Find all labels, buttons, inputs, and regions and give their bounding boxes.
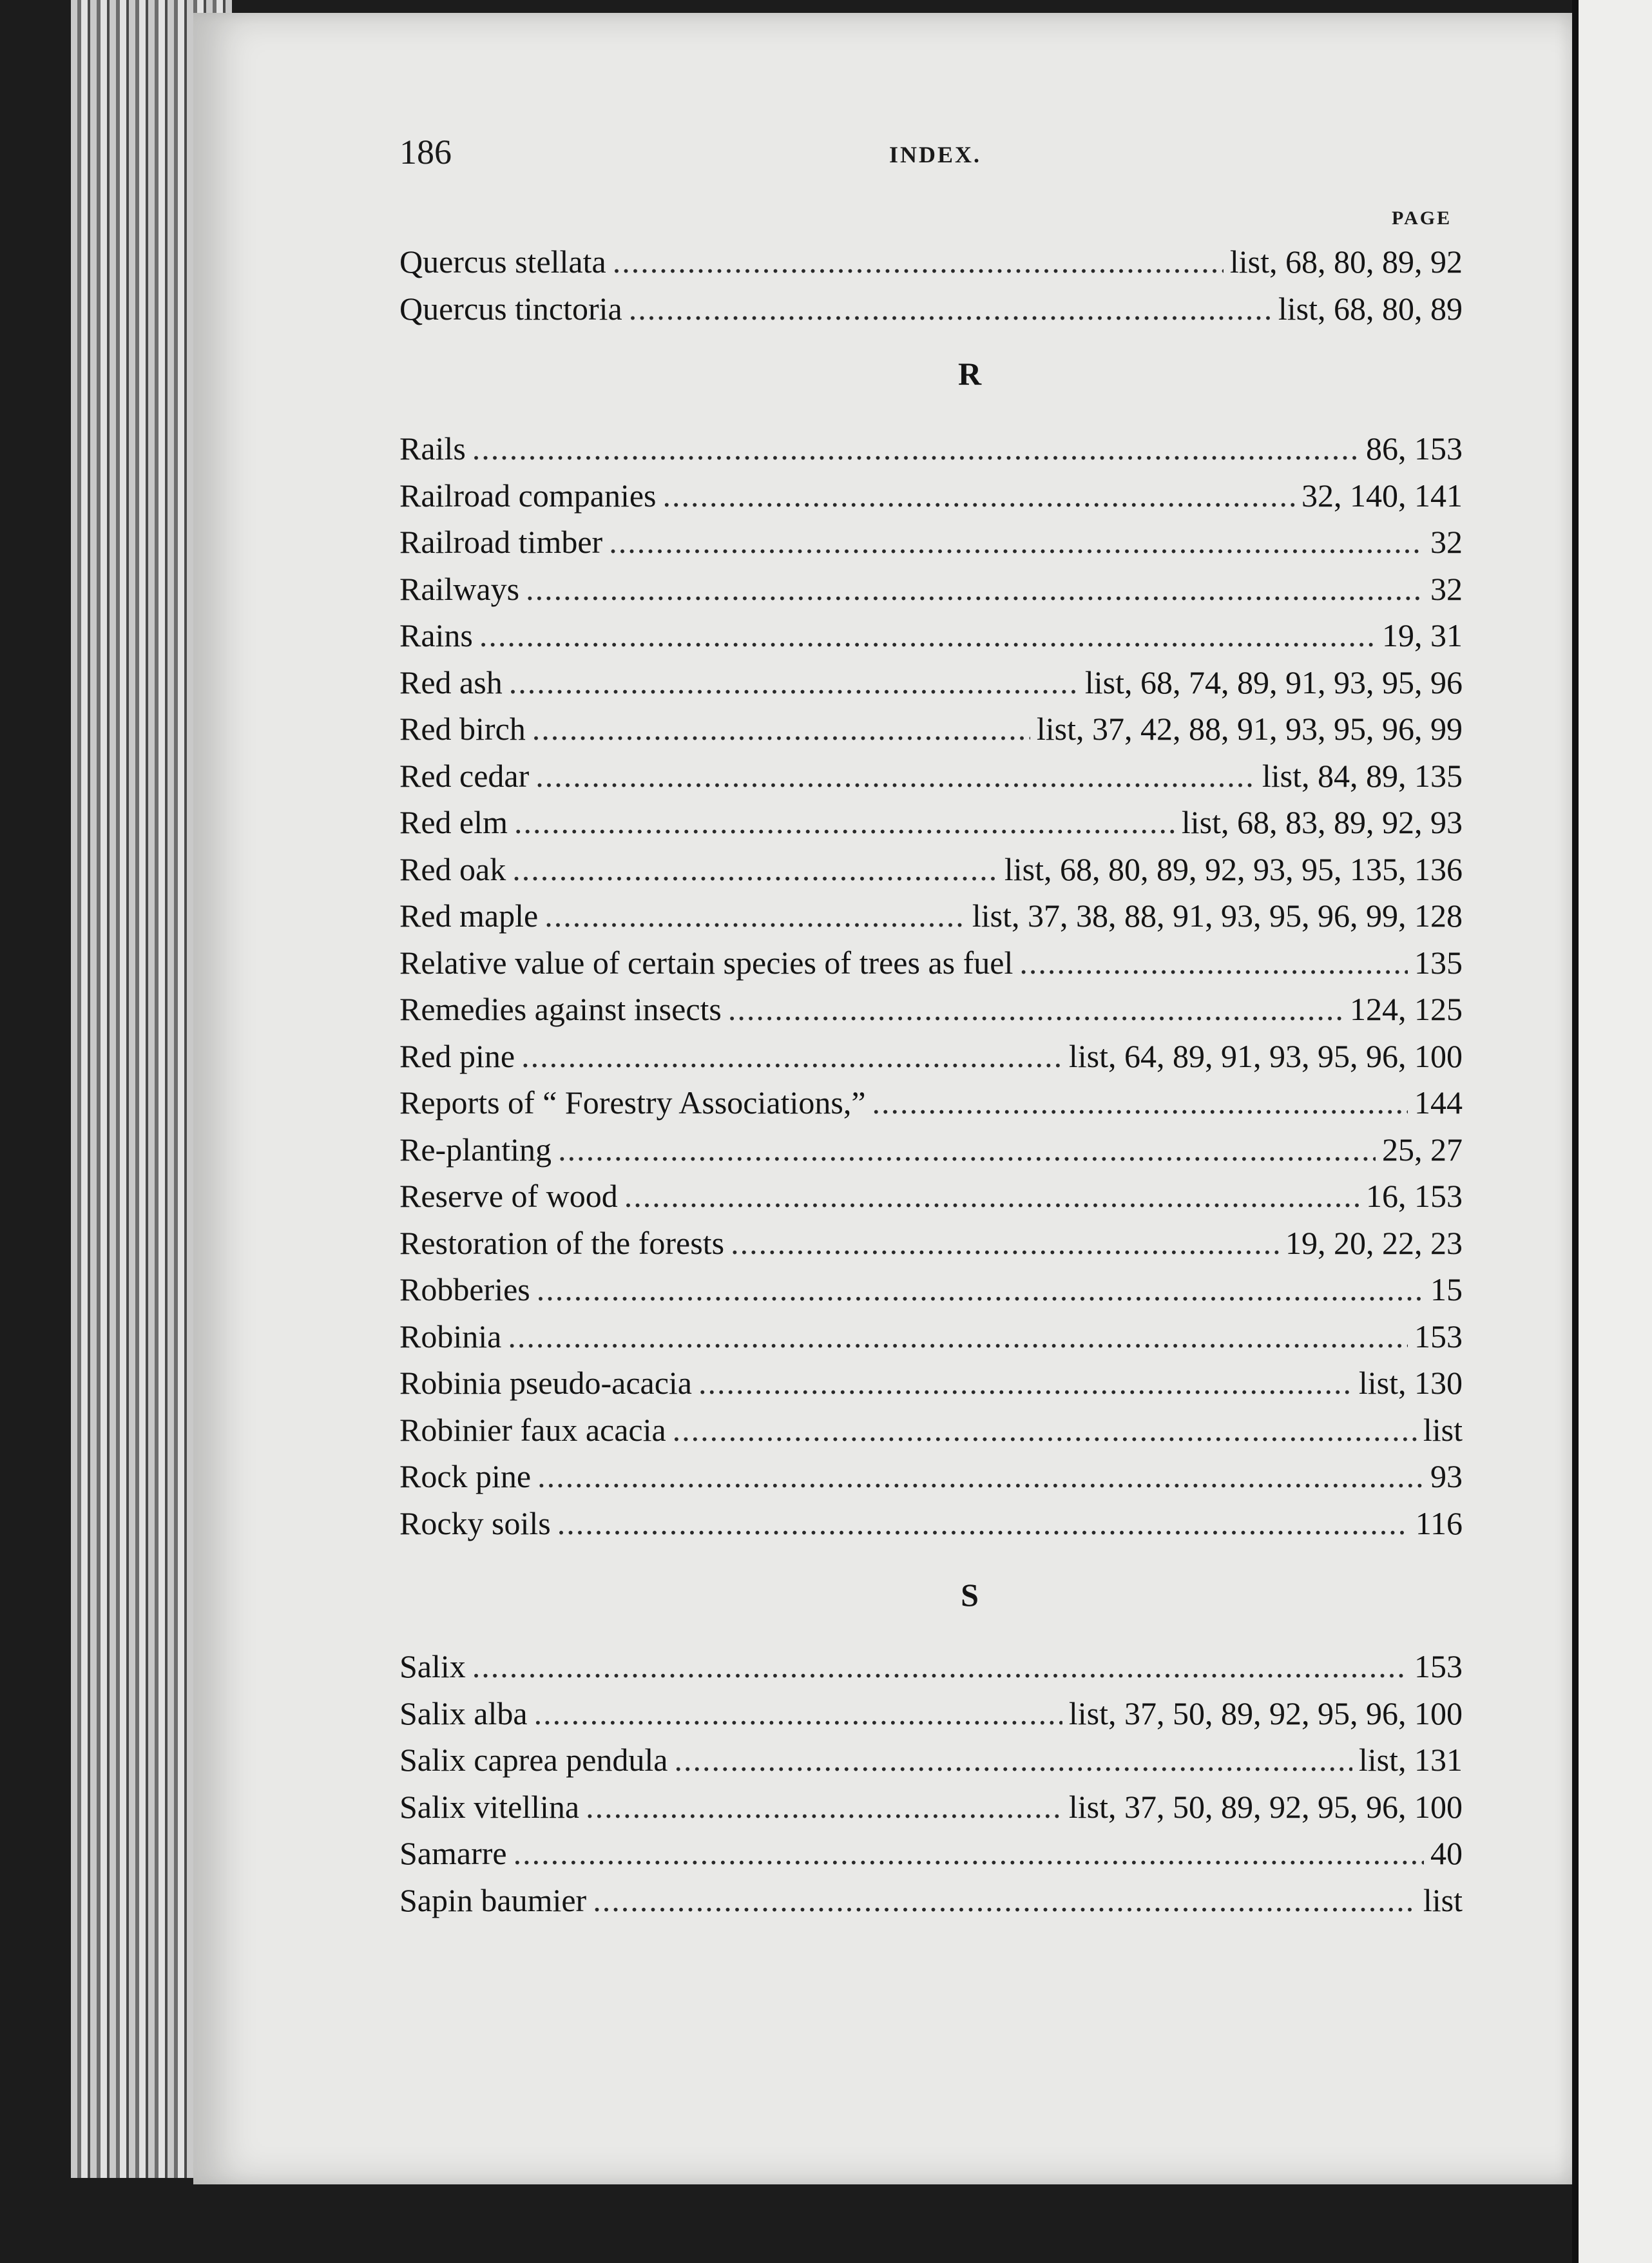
index-entry [399,1079,1463,1126]
dot-leader [535,753,1256,800]
index-pages: 124, 125 [1350,991,1463,1027]
index-term: Reports of “ Forestry Associations,” [399,1084,866,1121]
index-term: Restoration of the forests [399,1224,725,1261]
index-entry [399,1313,1463,1360]
index-pages: 116 [1415,1505,1463,1541]
index-term: Salix [399,1648,466,1684]
dot-leader [534,1690,1062,1737]
index-entry [399,285,1463,332]
index-entry [399,1643,1463,1690]
index-entry [399,425,1463,472]
index-entry [399,892,1463,939]
dot-leader [663,472,1296,519]
page-column-label: PAGE [1392,207,1452,229]
dot-leader [698,1360,1352,1407]
section-letter-r: R [957,356,982,392]
index-term: Re-planting [399,1131,552,1168]
dot-leader [673,1407,1417,1454]
index-term: Rails [399,430,466,467]
index-term: Samarre [399,1835,507,1871]
index-pages: 153 [1414,1648,1463,1684]
index-pages: 19, 31 [1382,617,1463,653]
dot-leader [613,238,1224,285]
index-entry [399,1500,1463,1547]
dot-leader [512,846,998,893]
dot-leader [586,1784,1062,1831]
index-pages: 25, 27 [1382,1131,1463,1168]
index-pages: list, 68, 74, 89, 91, 93, 95, 96 [1084,664,1463,700]
dot-leader [526,566,1424,613]
dot-leader [593,1877,1417,1924]
index-entry [399,986,1463,1033]
page-number: 186 [399,133,452,171]
index-entry [399,1126,1463,1173]
index-term: Salix caprea pendula [399,1742,668,1778]
index-pages: 32 [1430,570,1463,607]
dot-leader [472,425,1359,472]
dot-leader [728,986,1343,1033]
index-term: Robinia [399,1318,502,1354]
dot-leader [629,285,1272,332]
index-pages: list, 37, 50, 89, 92, 95, 96, 100 [1068,1788,1463,1825]
running-head: INDEX. [889,142,982,168]
index-pages: list, 37, 42, 88, 91, 93, 95, 96, 99 [1036,711,1463,747]
dot-leader [509,659,1079,706]
dot-leader [521,1033,1062,1080]
index-pages: 153 [1414,1318,1463,1354]
index-entry [399,799,1463,846]
index-term: Red birch [399,711,526,747]
dot-leader [674,1737,1352,1784]
index-pages: list, 37, 38, 88, 91, 93, 95, 96, 99, 128 [972,898,1463,934]
index-term: Rains [399,617,473,653]
dot-leader [479,612,1376,659]
index-pages: 15 [1430,1271,1463,1307]
dot-leader [624,1173,1359,1220]
index-pages: list, 68, 80, 89, 92, 93, 95, 135, 136 [1004,851,1463,887]
dot-leader [532,706,1030,753]
index-pages: list, 37, 50, 89, 92, 95, 96, 100 [1068,1695,1463,1731]
index-entry [399,1173,1463,1220]
index-list [399,238,1463,1923]
index-entry [399,472,1463,519]
dot-leader [544,892,966,939]
index-entry [399,846,1463,893]
index-pages: 135 [1414,944,1463,981]
index-pages: 19, 20, 22, 23 [1285,1224,1463,1261]
index-term: Railroad companies [399,477,657,514]
index-term: Red cedar [399,757,530,794]
index-term: Quercus stellata [399,244,606,280]
index-pages: list, 84, 89, 135 [1262,757,1463,794]
dot-leader [537,1453,1424,1500]
index-entry [399,519,1463,566]
index-entry [399,1033,1463,1080]
index-pages: list [1423,1411,1463,1448]
dot-leader [872,1079,1408,1126]
index-pages: list [1423,1882,1463,1918]
index-entry [399,659,1463,706]
index-term: Red elm [399,804,508,840]
facing-page-edge [1579,0,1652,2263]
dot-leader [537,1266,1424,1313]
index-pages: list, 68, 80, 89, 92 [1229,244,1463,280]
index-pages: 144 [1414,1084,1463,1121]
index-entry [399,1784,1463,1831]
index-term: Red oak [399,851,506,887]
index-term: Sapin baumier [399,1882,587,1918]
index-entry [399,1266,1463,1313]
index-group-s [399,1643,1463,1923]
index-entry [399,753,1463,800]
index-pages: list, 68, 83, 89, 92, 93 [1181,804,1463,840]
index-pages: list, 130 [1358,1365,1463,1401]
index-entry [399,1453,1463,1500]
index-entry [399,939,1463,987]
index-pages: list, 68, 80, 89 [1278,290,1463,327]
dot-leader [558,1126,1376,1173]
index-entry [399,1737,1463,1784]
index-group-r [399,425,1463,1546]
index-term: Robinia pseudo-acacia [399,1365,692,1401]
index-term: Relative value of certain species of trees as fuel [399,944,1013,981]
index-entry [399,1407,1463,1454]
dot-leader [514,1830,1424,1877]
index-entry [399,566,1463,613]
index-entry [399,1690,1463,1737]
index-pages: list, 64, 89, 91, 93, 95, 96, 100 [1068,1037,1463,1074]
index-term: Quercus tinctoria [399,290,622,327]
index-pages: 86, 153 [1366,430,1463,467]
index-term: Red ash [399,664,503,700]
index-term: Rocky soils [399,1505,551,1541]
index-entry [399,612,1463,659]
index-entry [399,1220,1463,1267]
index-pages: 40 [1430,1835,1463,1871]
index-term: Robberies [399,1271,530,1307]
index-entry [399,1830,1463,1877]
index-entry [399,706,1463,753]
index-term: Salix alba [399,1695,528,1731]
index-pages: 16, 153 [1366,1178,1463,1214]
index-pages: 93 [1430,1458,1463,1494]
dot-leader [508,1313,1408,1360]
dot-leader [514,799,1175,846]
section-letter-s: S [961,1577,979,1613]
index-entry [399,1877,1463,1924]
dot-leader [1019,939,1408,987]
index-pages: 32, 140, 141 [1301,477,1463,514]
index-group-q [399,238,1463,332]
index-pages: list, 131 [1358,1742,1463,1778]
dot-leader [557,1500,1409,1547]
index-term: Robinier faux acacia [399,1411,666,1448]
dot-leader [609,519,1424,566]
dot-leader [731,1220,1279,1267]
index-entry [399,238,1463,285]
index-term: Reserve of wood [399,1178,618,1214]
index-term: Railways [399,570,520,607]
index-term: Red maple [399,898,539,934]
index-entry [399,1360,1463,1407]
index-term: Rock pine [399,1458,532,1494]
index-term: Salix vitellina [399,1788,580,1825]
index-term: Railroad timber [399,524,603,560]
index-term: Remedies against insects [399,991,722,1027]
page-header [399,132,1469,177]
index-pages: 32 [1430,524,1463,560]
dot-leader [472,1643,1408,1690]
index-term: Red pine [399,1037,515,1074]
